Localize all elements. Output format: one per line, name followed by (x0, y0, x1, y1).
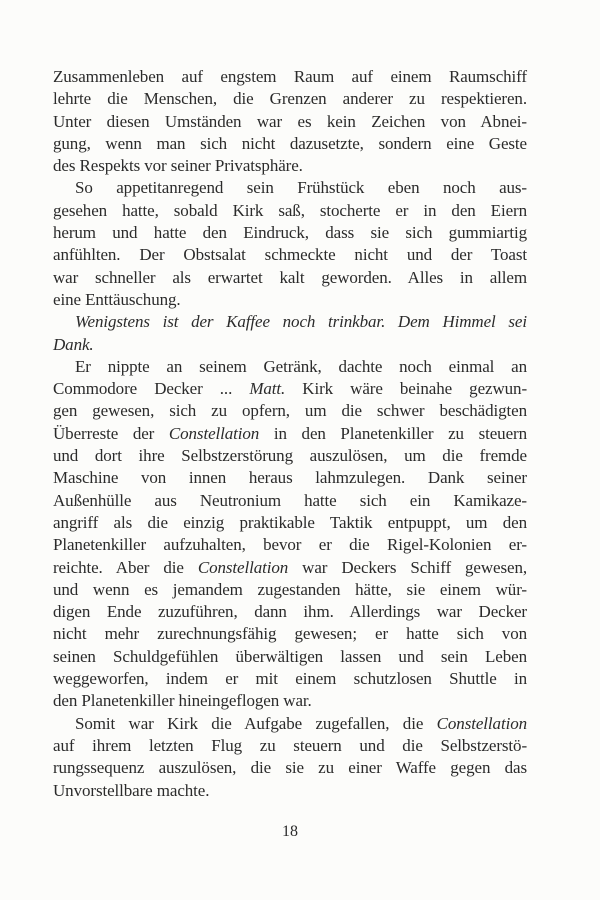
text-line (53, 66, 527, 88)
text-segment: den Planetenkiller hineingeflogen war. (53, 691, 312, 711)
text-segment: herum und hatte den Eindruck, dass sie sich gummiartig (53, 223, 527, 243)
paragraph (53, 713, 527, 802)
text-line (53, 400, 527, 422)
text-segment: war Deckers Schiff gewesen, (288, 557, 527, 577)
text-line (53, 690, 527, 712)
text-segment: anfühlten. Der Obstsalat schmeckte nicht und der Toast (53, 245, 527, 265)
text-line (53, 601, 527, 623)
text-line (53, 222, 527, 244)
text-line (53, 200, 527, 222)
text-segment: Maschine von innen heraus lahmzulegen. Dank seiner (53, 468, 527, 488)
italic-text-segment: Constellation (168, 423, 260, 443)
text-line (53, 177, 527, 199)
paragraph (53, 356, 527, 713)
text-segment: angriff als die einzig praktikable Taktik entpuppt, um den (53, 512, 527, 532)
text-line (53, 445, 527, 467)
text-segment: Planetenkiller aufzuhalten, bevor er die Rigel-Kolonien er- (53, 535, 527, 555)
text-segment: Er nippte an seinem Getränk, dachte noch einmal an (75, 356, 527, 376)
text-line (53, 423, 527, 445)
italic-text-segment: Constellation (436, 713, 527, 733)
text-line (53, 490, 527, 512)
text-segment: reichte. Aber die (53, 557, 198, 577)
page-number: 18 (282, 823, 298, 840)
text-segment: auf ihrem letzten Flug zu steuern und die Selbstzerstö- (53, 735, 527, 755)
text-segment: in den Planetenkiller zu steuern (259, 423, 527, 443)
text-line (53, 623, 527, 645)
text-line (53, 780, 527, 802)
text-line (53, 512, 527, 534)
paragraph (53, 311, 527, 356)
text-segment: Unter diesen Umständen war es kein Zeichen von Abnei- (53, 111, 527, 131)
text-line (53, 133, 527, 155)
paragraph (53, 66, 527, 177)
text-line (53, 356, 527, 378)
text-line (53, 289, 527, 311)
text-segment: gen gewesen, sich zu opfern, um die schwer beschädigten (53, 401, 527, 421)
text-line (53, 646, 527, 668)
text-segment: eine Enttäuschung. (53, 289, 181, 309)
text-line (53, 668, 527, 690)
text-segment: seinen Schuldgefühlen überwältigen lassen und sein Leben (53, 646, 527, 666)
text-line (53, 334, 527, 356)
text-segment: Somit war Kirk die Aufgabe zugefallen, die (75, 713, 437, 733)
text-segment: weggeworfen, indem er mit einem schutzlosen Shuttle in (53, 669, 527, 689)
text-segment: nicht mehr zurechnungsfähig gewesen; er hatte sich von (53, 624, 527, 644)
text-line (53, 267, 527, 289)
text-segment: Außenhülle aus Neutronium hatte sich ein Kamikaze- (53, 490, 527, 510)
italic-text-segment: Matt. (249, 379, 286, 399)
text-line (53, 757, 527, 779)
text-segment: digen Ende zuzuführen, dann ihm. Allerdings war Decker (53, 602, 527, 622)
paragraph (53, 177, 527, 311)
text-line (53, 155, 527, 177)
text-segment: Commodore Decker ... (53, 379, 250, 399)
text-column (53, 66, 527, 802)
text-segment: Unvorstellbare machte. (53, 780, 210, 800)
text-line (53, 713, 527, 735)
text-line (53, 111, 527, 133)
text-segment: war schneller als erwartet kalt geworden. Alles in allem (53, 267, 527, 287)
italic-text-segment: Wenigstens ist der Kaffee noch trinkbar. Dem Himmel sei (75, 312, 527, 332)
text-segment: lehrte die Menschen, die Grenzen anderer zu respektieren. (53, 89, 527, 109)
text-line (53, 467, 527, 489)
italic-text-segment: Constellation (197, 557, 289, 577)
text-segment: des Respekts vor seiner Privatsphäre. (53, 156, 303, 176)
text-segment: und wenn es jemandem zugestanden hätte, sie einem wür- (53, 579, 527, 599)
text-segment: So appetitanregend sein Frühstück eben noch aus- (75, 178, 527, 198)
text-line (53, 534, 527, 556)
text-segment: rungssequenz auszulösen, die sie zu einer Waffe gegen das (53, 758, 527, 778)
text-line (53, 557, 527, 579)
text-segment: Überreste der (53, 423, 169, 443)
text-line (53, 735, 527, 757)
italic-text-segment: Dank. (53, 334, 94, 354)
text-segment: und dort ihre Selbstzerstörung auszulösen, um die fremde (53, 446, 527, 466)
text-segment: Zusammenleben auf engstem Raum auf einem Raumschiff (53, 67, 527, 86)
text-segment: gesehen hatte, sobald Kirk saß, stocherte er in den Eiern (53, 200, 527, 220)
text-segment: Kirk wäre beinahe gezwun- (285, 379, 528, 399)
text-line (53, 311, 527, 333)
text-line (53, 579, 527, 601)
text-line (53, 88, 527, 110)
text-line (53, 378, 527, 400)
text-segment: gung, wenn man sich nicht dazusetzte, sondern eine Geste (53, 133, 527, 153)
text-line (53, 244, 527, 266)
